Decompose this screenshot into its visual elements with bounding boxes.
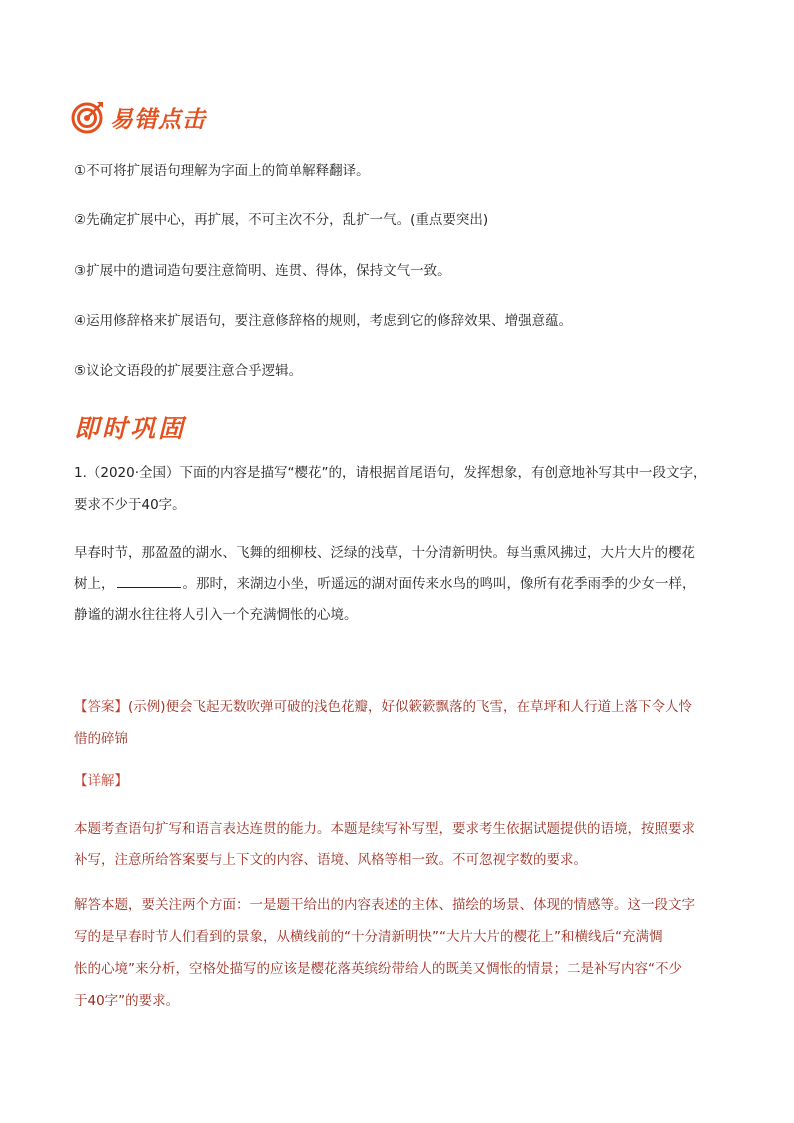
answer-tag: 【答案】 <box>74 699 128 715</box>
explanation-p2-line-4: 于40字”的要求。 <box>74 993 180 1009</box>
mistake-item-5: ⑤议论文语段的扩展要注意合乎逻辑。 <box>74 363 303 379</box>
passage-line-3: 静谧的湖水往往将人引入一个充满惆怅的心境。 <box>74 607 358 623</box>
mistake-item-4: ④运用修辞格来扩展语句，要注意修辞格的规则，考虑到它的修辞效果、增强意蕴。 <box>74 313 573 329</box>
passage-line-2 <box>74 574 696 594</box>
answer-line-1 <box>74 697 692 717</box>
passage-line-2-end: 。那时，来湖边小坐，听遥远的湖对面传来水鸟的鸣叫，像所有花季雨季的少女一样， <box>182 576 696 592</box>
question-line-1: 1.（2020·全国）下面的内容是描写“樱花”的，请根据首尾语句，发挥想象，有创意地补写其中一段文字， <box>74 465 707 481</box>
explanation-p2-line-2: 写的是早春时节人们看到的景象，从横线前的“十分清新明快”“大片大片的樱花上”和横线后“充满惆 <box>74 929 663 945</box>
explanation-p2-line-1: 解答本题，要关注两个方面：一是题干给出的内容表述的主体、描绘的场景、体现的情感等。这一段文字 <box>74 897 695 913</box>
practice-heading: 即时巩固 <box>74 414 187 443</box>
fill-in-blank <box>117 574 181 588</box>
passage-line-1: 早春时节，那盈盈的湖水、飞舞的细柳枝、泛绿的浅草，十分清新明快。每当熏风拂过，大片大片的樱花 <box>74 545 695 561</box>
target-dart-icon <box>70 99 106 135</box>
answer-text: (示例)便会飞起无数吹弹可破的浅色花瓣，好似簌簌飘落的飞雪，在草坪和人行道上落下令人怜 <box>128 699 693 715</box>
mistake-item-1: ①不可将扩展语句理解为字面上的简单解释翻译。 <box>74 163 370 179</box>
explanation-tag: 【详解】 <box>74 773 128 789</box>
mistakes-heading: 易错点击 <box>110 107 206 133</box>
explanation-p2-line-3: 怅的心境”来分析，空格处描写的应该是樱花落英缤纷带给人的既美又惆怅的情景；二是补写内容“不少 <box>74 961 682 977</box>
explanation-p1-line-2: 补写，注意所给答案要与上下文的内容、语境、风格等相一致。不可忽视字数的要求。 <box>74 852 587 868</box>
passage-line-2-start: 树上， <box>74 576 115 592</box>
explanation-p1-line-1: 本题考查语句扩写和语言表达连贯的能力。本题是续写补写型，要求考生依据试题提供的语境，按照要求 <box>74 821 695 837</box>
mistake-item-2: ②先确定扩展中心，再扩展，不可主次不分，乱扩一气。(重点要突出) <box>74 212 489 228</box>
question-line-2: 要求不少于40字。 <box>74 497 186 513</box>
answer-line-2: 惜的碎锦 <box>74 731 128 747</box>
mistake-item-3: ③扩展中的遣词造句要注意简明、连贯、得体，保持文气一致。 <box>74 263 451 279</box>
